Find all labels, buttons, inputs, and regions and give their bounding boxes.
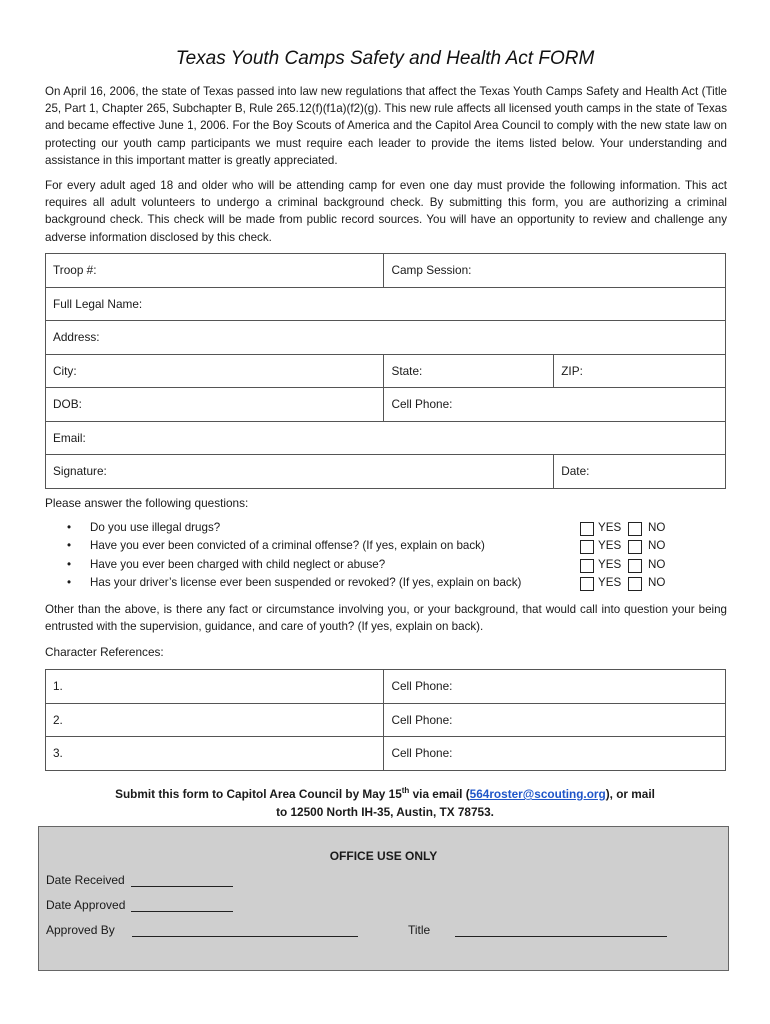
- bullet: •: [67, 539, 72, 553]
- no-label: NO: [648, 575, 666, 589]
- question-text: Have you ever been charged with child neglect or abuse?: [90, 557, 386, 571]
- intro-paragraph: On April 16, 2006, the state of Texas passed into law new regulations that affect the Texas Youth Camps Safety and Health Act (Title 25, Part 1, Chapter 265, Subchapter B, Rule 265.12(f)(f1a)(f2)(g). This new rule affects all licensed youth camps in the state of Texas and became effective June 1, 2006. For the Boy Scouts of America and the Capitol Area Council to comply with the new state law on protecting our youth camp participants we must require each leader to provide the items listed below. Your understanding and assistance in this important matter is greatly appreciated.: [45, 85, 727, 167]
- question-item: [45, 521, 727, 539]
- reference-name-field[interactable]: 2.: [46, 703, 384, 737]
- office-use-box: [38, 826, 729, 971]
- yes-checkbox[interactable]: [580, 559, 594, 573]
- yes-label: YES: [598, 575, 622, 589]
- bullet: •: [67, 521, 72, 534]
- full-name-field[interactable]: Full Legal Name:: [46, 287, 726, 321]
- yes-label: YES: [598, 521, 622, 534]
- state-field[interactable]: State:: [384, 354, 554, 388]
- questions-heading: Please answer the following questions:: [45, 496, 249, 510]
- question-item: [45, 539, 727, 557]
- reference-phone-field[interactable]: Cell Phone:: [384, 703, 726, 737]
- no-checkbox[interactable]: [628, 522, 642, 536]
- camp-session-field[interactable]: Camp Session:: [384, 254, 726, 288]
- submit-suffix: ), or mail: [605, 786, 655, 801]
- question-item: [45, 558, 727, 576]
- submit-instructions: [0, 782, 770, 821]
- reference-phone-field[interactable]: Cell Phone:: [384, 737, 726, 771]
- date-received-row: [46, 873, 233, 887]
- reference-name-field[interactable]: 3.: [46, 737, 384, 771]
- question-text: Has your driver’s license ever been suspended or revoked? (If yes, explain on back): [90, 575, 522, 589]
- address-field[interactable]: Address:: [46, 321, 726, 355]
- signature-field[interactable]: Signature:: [46, 455, 554, 489]
- cell-phone-field[interactable]: Cell Phone:: [384, 388, 726, 422]
- title-label: Title: [408, 923, 431, 937]
- question-item: [45, 576, 727, 594]
- bullet: •: [67, 557, 72, 571]
- form-title: Texas Youth Camps Safety and Health Act FORM: [175, 48, 595, 69]
- reference-name-field[interactable]: 1.: [46, 670, 384, 704]
- yes-checkbox[interactable]: [580, 577, 594, 591]
- approved-by-label: Approved By: [46, 923, 115, 937]
- submit-address: to 12500 North IH-35, Austin, TX 78753.: [276, 804, 494, 819]
- no-checkbox[interactable]: [628, 540, 642, 554]
- no-checkbox[interactable]: [628, 577, 642, 591]
- office-heading: OFFICE USE ONLY: [329, 849, 438, 863]
- question-text: Do you use illegal drugs?: [90, 521, 221, 534]
- approved-by-row: [46, 923, 358, 937]
- bullet: •: [67, 575, 72, 589]
- title-line[interactable]: [455, 923, 667, 937]
- submit-prefix: Submit this form to Capitol Area Council by May 15: [115, 786, 402, 801]
- date-approved-line[interactable]: [131, 899, 233, 912]
- yes-label: YES: [598, 557, 622, 571]
- email-field[interactable]: Email:: [46, 421, 726, 455]
- no-checkbox[interactable]: [628, 559, 642, 573]
- date-received-line[interactable]: [131, 874, 233, 887]
- yes-checkbox[interactable]: [580, 522, 594, 536]
- yes-label: YES: [598, 539, 622, 553]
- submit-mid: via email (: [409, 786, 470, 801]
- date-received-label: Date Received: [46, 873, 125, 887]
- question-text: Have you ever been convicted of a criminal offense? (If yes, explain on back): [90, 539, 485, 553]
- no-label: NO: [648, 557, 666, 571]
- date-approved-label: Date Approved: [46, 898, 126, 912]
- questions-list: [45, 521, 727, 594]
- dob-field[interactable]: DOB:: [46, 388, 384, 422]
- reference-phone-field[interactable]: Cell Phone:: [384, 670, 726, 704]
- zip-field[interactable]: ZIP:: [554, 354, 726, 388]
- approved-by-line[interactable]: [132, 924, 358, 937]
- date-approved-row: [46, 898, 233, 912]
- references-table: [45, 669, 726, 771]
- city-field[interactable]: City:: [46, 354, 384, 388]
- references-heading: Character References:: [45, 645, 164, 659]
- submit-email-link[interactable]: 564roster@scouting.org: [469, 786, 606, 801]
- yes-checkbox[interactable]: [580, 540, 594, 554]
- no-label: NO: [648, 521, 666, 534]
- date-field[interactable]: Date:: [554, 455, 726, 489]
- requirement-paragraph: For every adult aged 18 and older who will be attending camp for even one day must provide the following information. This act requires all adult volunteers to undergo a criminal background check. By submitting this form, you are authorizing a criminal background check. This check will be made from public record sources. You will have an opportunity to review and challenge any adverse information disclosed by this check.: [45, 179, 727, 244]
- personal-info-table: [45, 253, 726, 489]
- submit-sup: th: [401, 786, 410, 795]
- no-label: NO: [648, 539, 666, 553]
- other-question-paragraph: Other than the above, is there any fact or circumstance involving you, or your background, that would call into question your being entrusted with the supervision, guidance, and care of youth? (If yes, explain on back).: [45, 603, 727, 634]
- troop-field[interactable]: Troop #:: [46, 254, 384, 288]
